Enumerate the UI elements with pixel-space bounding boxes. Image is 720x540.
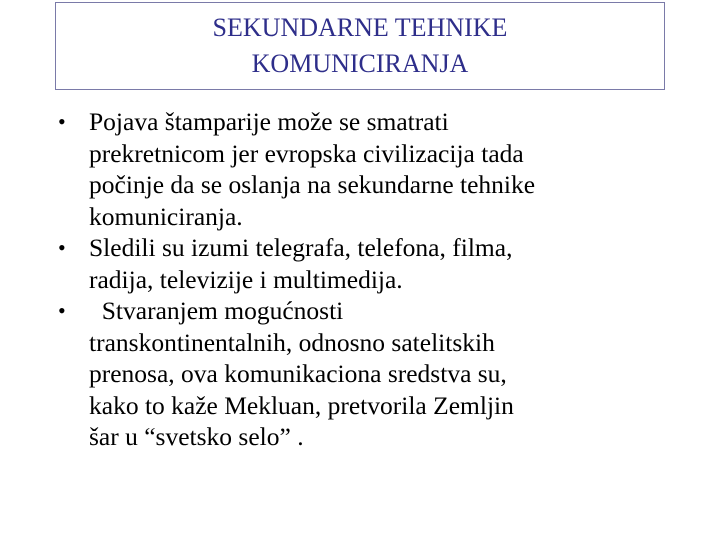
bullet-line: prenosa, ova komunikaciona sredstva su, <box>89 359 507 388</box>
bullet-line: Stvaranjem mogućnosti <box>89 296 344 325</box>
bullet-marker: • <box>58 109 66 134</box>
bullet-line: šar u “svetsko selo” . <box>89 422 304 451</box>
bullet-text <box>89 295 698 453</box>
bullet-line: Pojava štamparije može se smatrati <box>89 107 449 136</box>
bullet-line: počinje da se oslanja na sekundarne tehnike <box>89 170 536 199</box>
bullet-line: Sledili su izumi telegrafa, telefona, filma, <box>89 233 513 262</box>
bullet-line: komuniciranja. <box>89 201 243 231</box>
bullet-item-2 <box>58 232 698 295</box>
bullet-line: kako to kaže Mekluan, pretvorila Zemljin <box>89 390 514 420</box>
bullet-item-1 <box>58 106 698 232</box>
bullet-text <box>89 232 698 295</box>
slide-title-line-1: SEKUNDARNE TEHNIKE <box>212 13 508 42</box>
bullet-marker: • <box>58 298 66 323</box>
bullet-line: transkontinentalnih, odnosno satelitskih <box>89 327 495 357</box>
bullet-marker: • <box>58 235 66 260</box>
bullet-item-3 <box>58 295 698 453</box>
slide-title-line-2: KOMUNICIRANJA <box>251 49 469 78</box>
bullet-line: prekretnicom jer evropska civilizacija tada <box>89 138 524 168</box>
bullet-text <box>89 106 698 232</box>
bullet-line: radija, televizije i multimedija. <box>89 264 403 294</box>
slide-title-box <box>55 2 665 90</box>
bullet-list <box>58 106 698 453</box>
